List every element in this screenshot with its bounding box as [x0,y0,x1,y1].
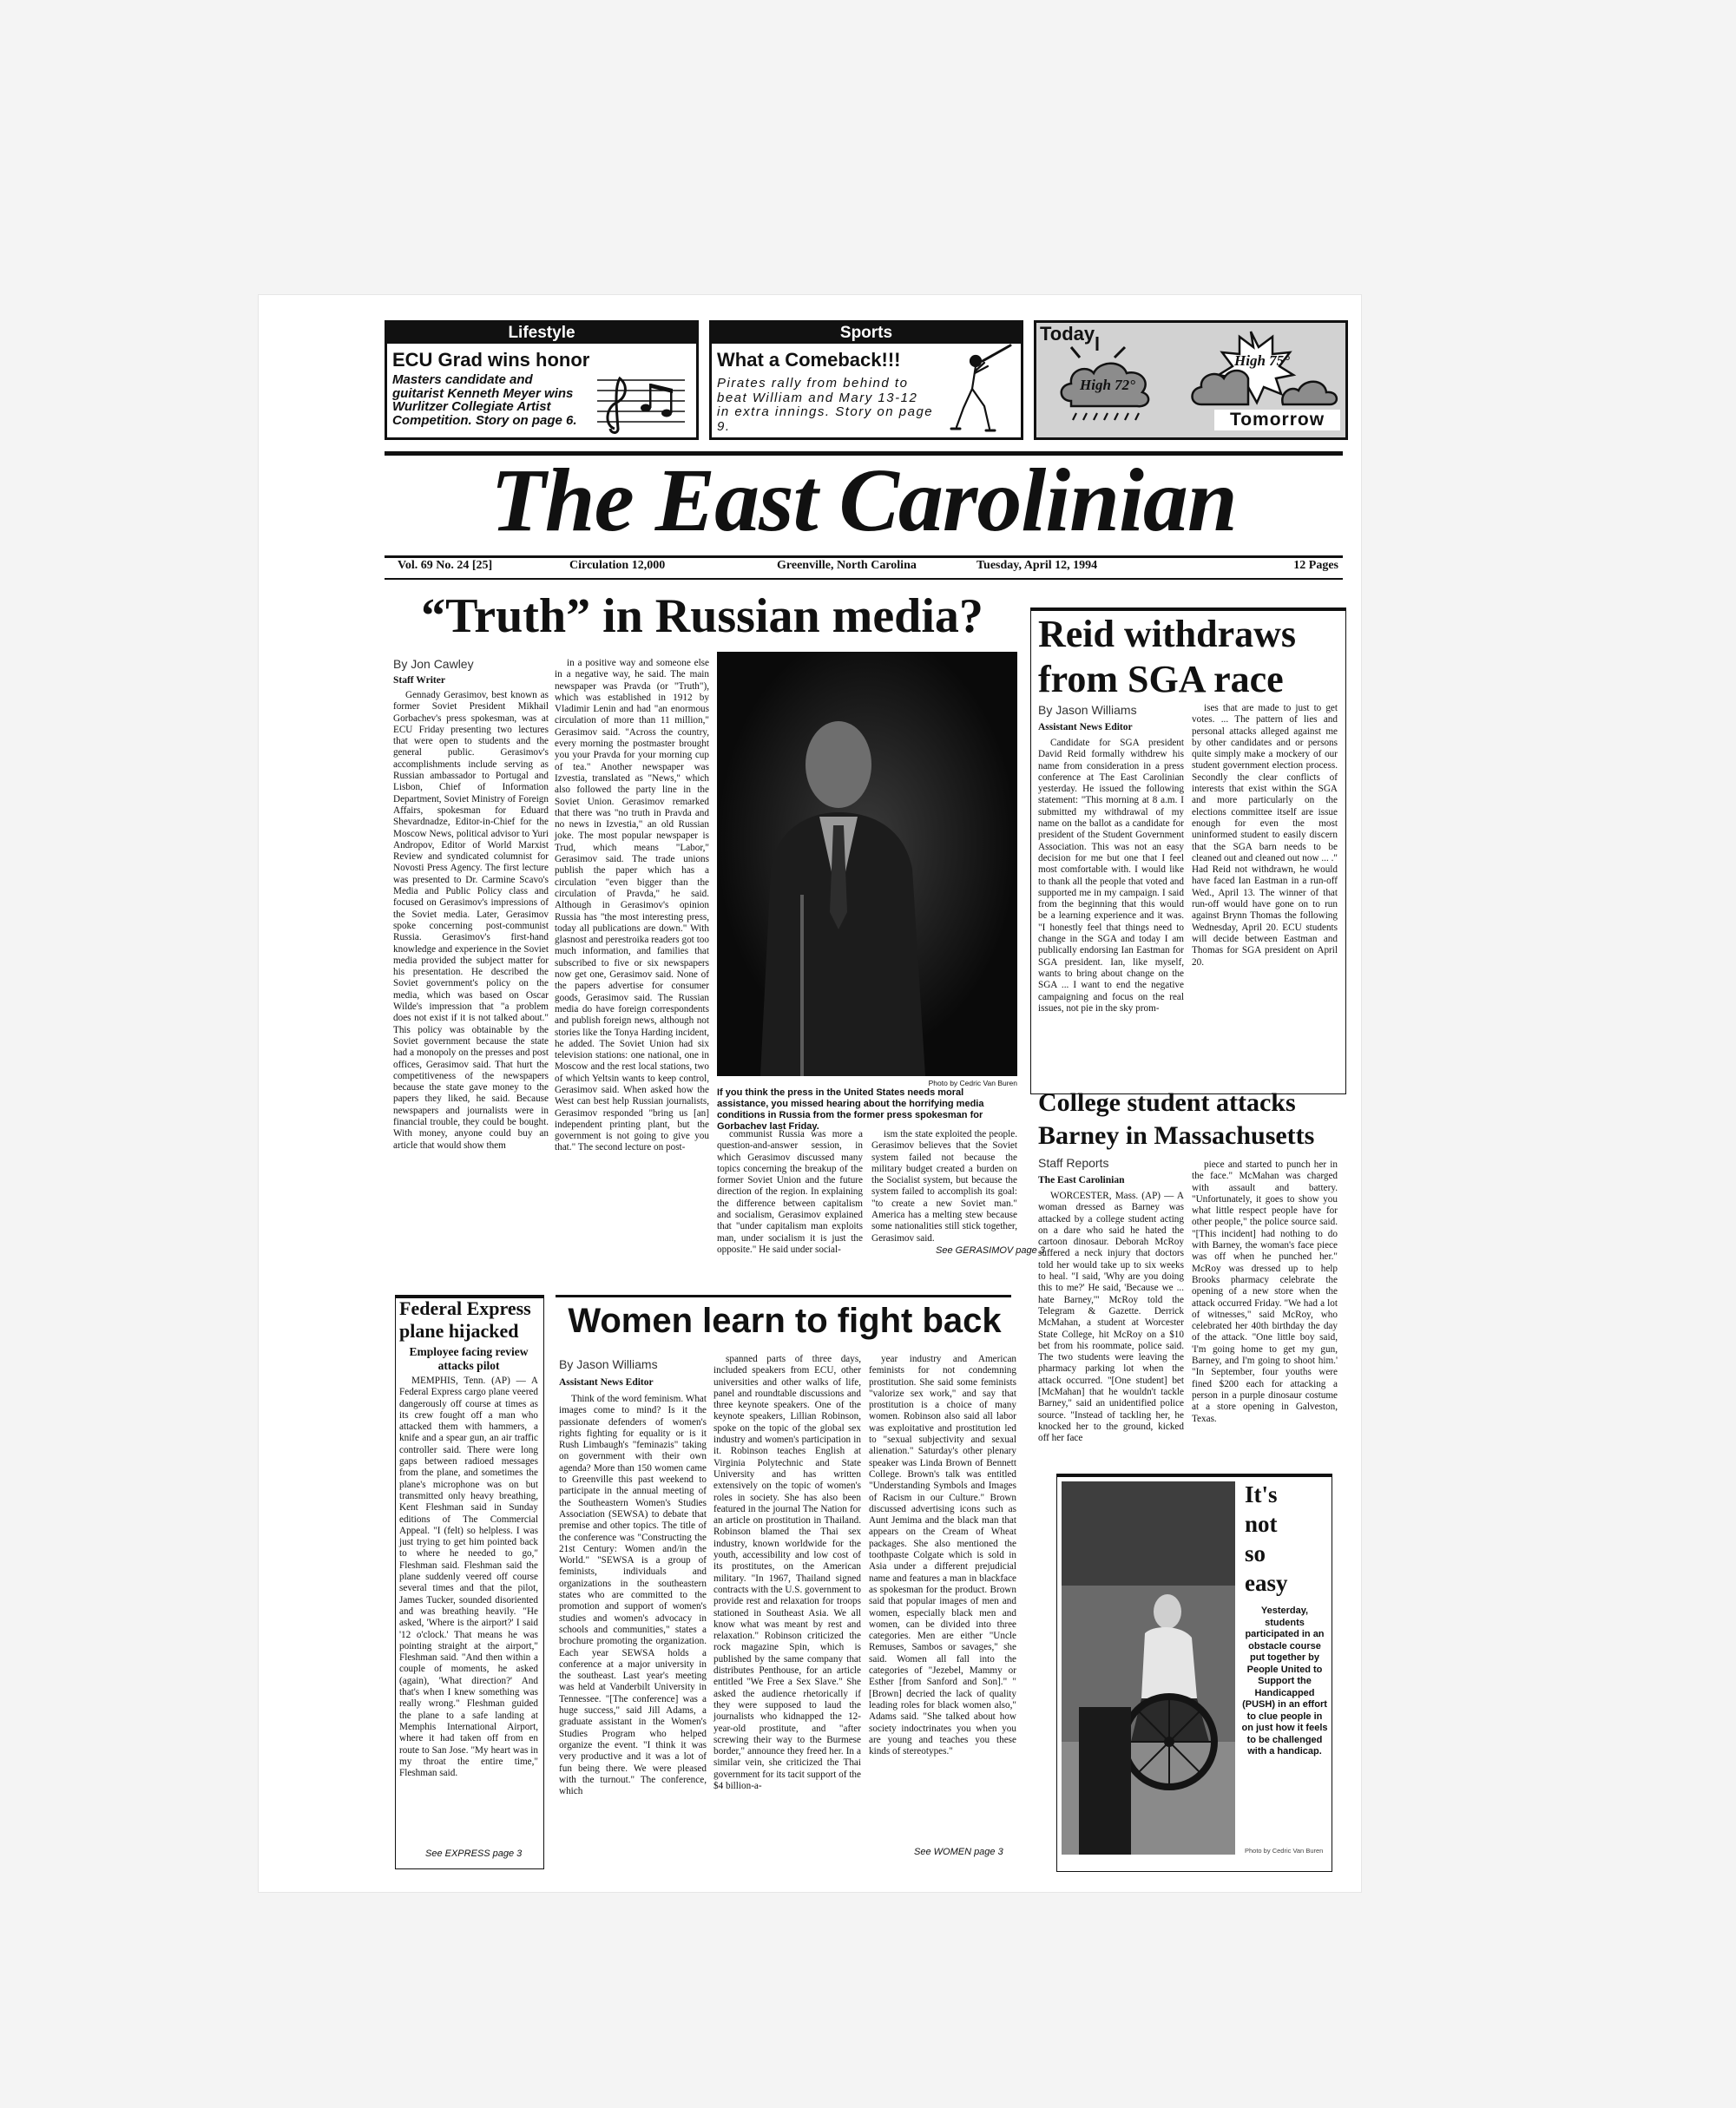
gerasimov-photo-caption: If you think the press in the United States needs moral assistance, you missed hearing about the horrifying media conditions in Russia from the former press spokesman for Gorbachev last Friday. [717,1087,984,1132]
women-jump-link[interactable]: See WOMEN page 3 [914,1847,1003,1857]
fedex-body: MEMPHIS, Tenn. (AP) — A Federal Express cargo plane veered dangerously off course at times as its crew fought off a man who attacked them with hammers, a knife and a spear gun, an air traffic controller said. There were long gaps between radioed messages from the plane, and sometimes the plane's microphone was on but transmitted only heavy breathing, Kent Fleshman said in Sunday editions of The Commercial Appeal. "I (felt) so helpless. I was just trying to get him pointed back to where he needed to go," Fleshman said. Fleshman said the plane suddenly veered off course several times and that the pilot, James Tucker, sounded disoriented and was breathing heavily. "He asked, 'Where is the airport?' I said '12 o'clock.' That means he was pointing straight at the airport," Fleshman said. "And then within a couple of moments, he asked (again), 'What direction?' And that's when I knew something was really wrong." Fleshman guided the plane to a safe landing at Memphis International Airport, where it had taken off from en route to San Jose. "My heart was in my throat the entire time," Fleshman said. [399,1376,538,1779]
info-bar-rule [385,578,1343,580]
circulation: Circulation 12,000 [569,559,666,572]
reid-column-2: ises that are made to just to get votes. ... The pattern of lies and personal attacks alleged against me by other candidates and or persons quite simply make a mockery of our student government election process. Secondly the clear conflicts of interests that exist within the SGA and more particularly on the elections committee itself are issue enough for even the most uninformed student to easily discern that the SGA barn needs to be cleaned out and cleaned out now ... ." Had Reid not withdrawn, he would have faced Ian Eastman in a run-off Wed., April 13. The winner of that run-off would have gone on to run against Brynn Thomas the following Wednesday, April 20. ECU students will decide between Eastman and Thomas for SGA president on April 20. [1192,703,1338,968]
easy-photo-credit: Photo by Cedric Van Buren [1245,1847,1324,1855]
women-column-1: Think of the word feminism. What images come to mind? Is it the passionate defenders of women's rights fighting for equality or is it Rush Limbaugh's "feminazis" taking on government with their own agenda? More than 150 women came to Greenville this past weekend to participate in the annual meeting of the Southeastern Women's Studies Association (SEWSA) to debate that premise and other topics. The title of the conference was "Constructing the 21st Century: Women and/in the World." "SEWSA is a group of feminists, individuals and organizations in the southeastern states who are committed to the promotion and support of women's studies and women's advocacy in schools and communities," states a brochure promoting the organization. Each year SEWSA holds a conference at a major university in the southeast. Last year's meeting was held at Vanderbilt University in Tennessee. "[The conference] was a huge success," said Jill Adams, a graduate assistant in the Women's Studies Program who helped organize the event. "I think it was very productive and it was a lot of fun being there. We were pleased with the turnout." The conference, which [559,1394,707,1797]
lifestyle-headline: ECU Grad wins honor [392,349,590,371]
easy-headline-line-2: not [1245,1511,1278,1537]
batter-icon [937,344,1016,435]
lead-headline[interactable]: “Truth” in Russian media? [421,589,983,643]
weather-today-high: High 72° [1080,377,1135,393]
reid-column-1: Candidate for SGA president David Reid formally withdrew his name from consideration in a press conference at The East Carolinian yesterday. He issued the following statement: "This morning at 8 a.m. I submitted my withdrawal of my name on the ballot as a candidate for president of the Student Government Association. This was not an easy decision for me but one that I feel most comfortable with. I would like to thank all the people that voted and supported me in my campaign. I said from the beginning that this would be a learning experience and it was. "I honestly feel that things need to change in the SGA and today I am publically endorsing Ian Eastman for SGA president. Ian, like myself, wants to bring about change on the SGA ... I want to end the negative campaigning and focus on the real issues, not pie in the sky prom- [1038,738,1184,1014]
masthead-info-bar [398,559,1338,576]
reid-byline: By Jason Williams [1038,703,1137,717]
lead-column-3: communist Russia was more a question-and-answer session, in which Gerasimov discussed many topics concerning the breakup of the former Soviet Union and the future direction of the region. In explaining the difference between capitalism and socialism, Gerasimov explained that "under capitalism man exploits man, under socialism it is just the opposite." He said under social- [717,1129,863,1255]
location: Greenville, North Carolina [777,559,917,572]
issue-date: Tuesday, April 12, 1994 [976,559,1098,572]
women-byline: By Jason Williams [559,1357,658,1371]
sports-teaser-card[interactable] [709,320,1023,440]
women-column-3: year industry and American feminists for not condemning prostitution. She said some feminists "valorize sex work," and say that prostitution is a choice of many women. Robinson also said all labor was exploitative and prostitution led to "sexual subjectivity and sexual alienation." Saturday's other plenary speaker was Linda Brown of Bennett College. Brown's talk was entitled "Understanding Symbols and Images of Racism in our Culture." Brown discussed advertising icons such as Aunt Jemima and the black man that appears on the Cream of Wheat packages. She also mentioned the toothpaste Colgate which is sold in Asia under a different prejudicial name and features a man in blackface as spokesman for the product. Brown said that popular images of men and women, especially black men and women, can be divided into three categories. Men are either "Uncle Remuses, Sambos or savages," she said. Women all fall into the categories of "Jezebel, Mammy or Esther [from Sanford and Son]." "[Brown] decried the lack of quality leading roles for black women also," Adams said. "She talked about how society indoctrinates you when you are young and teaches you these kinds of stereotypes." [869,1354,1016,1757]
lead-column-4: ism the state exploited the people. Gerasimov believes that the Soviet system failed not because the military budget created a burden on the Socialist system, but because the system failed to accomplish its goal: "to create a new Soviet man." America has a melting stew because some nationalities still stick together, Gerasimov said. [871,1129,1017,1244]
reid-role: Assistant News Editor [1038,722,1133,732]
page-count: 12 Pages [1293,559,1338,572]
lead-role: Staff Writer [393,675,445,686]
lead-column-2: in a positive way and someone else in a negative way, he said. The main newspaper was Pravda (or "Truth"), which was established in 1912 by Vladimir Lenin and had "an enormous circulation of more than 11 million," Gerasimov said. "Across the country, every morning the postmaster brought you your Pravda for your morning cup of tea." Another newspaper was Izvestia, translated as "News," which also followed the party line in the Soviet Union. Gerasimov remarked that there was "no truth in Pravda and no news in Izvestia," an old Russian joke. The most popular newspaper is Trud, which means "Labor," Gerasimov said. The trade unions publish the paper which has a circulation "even bigger than the circulation of Pravda," he said. Although in Gerasimov's opinion Russia has "the most interesting press, today all publications are down." With glasnost and perestroika readers got too much information, and families that subscribed to five or six newspapers now get one, Gerasimov said. None of the papers advertise for consumer goods, Gerasimov said. The Russian media do have foreign correspondents and publish foreign news, although not stories like the Tonya Harding incident, he added. The Soviet Union had six television stations: one national, one in Moscow and the rest local stations, two of which Yeltsin wants to keep control, Gerasimov said. When asked how the West can best help Russian journalists, Gerasimov responded "bring us [an] independent printing plant, but the government is not going to give you that." The second lecture on post- [555,658,709,1153]
barney-byline: Staff Reports [1038,1156,1109,1170]
lead-byline: By Jon Cawley [393,657,474,671]
volume-number: Vol. 69 No. 24 [25] [398,559,493,572]
women-top-rule [556,1295,1011,1297]
lead-column-1: Gennady Gerasimov, best known as former Soviet President Mikhail Gorbachev's press spokesman, was at ECU Friday presenting two lectures that were open to students and the general public. Gerasimov's accomplishments include serving as Russian ambassador to Portugal and Lisbon, Chief of Information Department, Soviet Ministry of Foreign Affairs, spokesman for Eduard Shevardnadze, Editor-in-Chief for the Moscow News, political advisor to Yuri Andropov, Editor of World Marxist Review and syndicated columnist for Novosti Press Agency. The first lecture was presented to Dr. Carmine Scavo's Media and Public Policy class and focused on Gerasimov's impressions of the Soviet media. Later, Gerasimov spoke concerning post-communist Russia. Gerasimov's first-hand knowledge and experience in the Soviet media provided the subject matter for his presentation. He described the Soviet government's policy on the media, which was based on Oscar Wilde's impression that "a problem does not exist if it is not talked about." This policy was obtainable by the Soviet government because the state had a monopoly on the presses and post offices, Gerasimov said. That hurt the competitiveness of the newspapers because the state gave money to the papers they liked, he said. Because newspapers and journalists were in financial trouble, they could be bought. With money, anyone could buy an article that would show them [393,690,549,1151]
sun-cloud-icon [1186,328,1342,411]
lifestyle-section-label: Lifestyle [387,323,696,344]
reid-headline[interactable]: Reid withdraws from SGA race [1038,613,1297,700]
barney-role: The East Carolinian [1038,1175,1125,1185]
lifestyle-summary: Masters candidate and guitarist Kenneth Meyer wins Wurlitzer Collegiate Artist Competition. Story on page 6. [392,372,577,428]
lifestyle-teaser-card[interactable] [385,320,699,440]
sports-summary: Pirates rally from behind to beat William and Mary 13-12 in extra innings. Story on page 9. [717,376,934,434]
women-column-2: spanned parts of three days, included speakers from ECU, other universities and other walks of life, panel and roundtable discussions and three keynote speakers. One of the keynote speakers, Lillian Robinson, spoke on the topic of the global sex industry and women's participation in it. Robinson teaches English at Virginia Polytechnic and State University and has written extensively on the topic of women's roles in society. She has also been featured in the journal The Nation for an article on prostitution in Thailand. Robinson blamed the Thai sex industry, known worldwide for the youth, accessibility and low cost of its prostitutes, on the American military. "In 1967, Thailand signed contracts with the U.S. government to provide rest and relaxation for troops stationed in Southeast Asia. We all know what was meant by rest and relaxation." Robinson criticized the rock magazine Spin, which is published by the same company that distributes Penthouse, for an article entitled "We Free a Sex Slave." She asked the audience rhetorically if they were supposed to laud the journalists who kidnapped the 12-year-old prostitute, and "after screwing their way to the Burmese border," announce they freed her. In a similar vein, she criticized the Thai government for its tacit support of the $4 billion-a- [713,1354,861,1791]
masthead-bottom-rule [385,555,1343,558]
weather-tomorrow-high: High 75° [1234,352,1290,369]
fedex-jump-link[interactable]: See EXPRESS page 3 [425,1849,523,1859]
gerasimov-photo-credit: Photo by Cedric Van Buren [928,1079,1017,1087]
sports-headline: What a Comeback!!! [717,349,901,371]
weather-today-label: Today [1040,323,1095,345]
front-page [259,295,1361,1892]
easy-headline-line-4: easy [1245,1570,1288,1596]
easy-headline-line-3: so [1245,1540,1266,1566]
fedex-headline[interactable]: Federal Express plane hijacked [399,1297,531,1342]
weather-tomorrow-label: Tomorrow [1214,410,1340,430]
barney-headline[interactable]: College student attacks Barney in Massachusetts [1038,1088,1315,1150]
music-notes-icon [595,364,687,434]
sports-section-label: Sports [712,323,1021,344]
easy-headline-line-1: It's [1245,1481,1278,1507]
barney-column-2: piece and started to punch her in the face." McMahan was charged with assault and battery. "Unfortunately, it goes to show you what little respect people have for other people," the police source said. "[This incident] had nothing to do with Barney, the woman's face piece was off when he punched her." McRoy was dressed up to help Brooks pharmacy celebrate the opening of a new store when the attack occurred Friday. "We had a lot of witnesses," said McRoy, who celebrated her 40th birthday the day of the attack. "One little boy said, 'I'm going home to get my gun, Barney, and I'm going to shoot him.' "In September, four youths were fined $200 each for attacking a person in a purple dinosaur costume at a store opening in Galveston, Texas. [1192,1159,1338,1424]
lead-jump-link[interactable]: See GERASIMOV page 3 [936,1245,1045,1256]
easy-caption: Yesterday, students participated in an obstacle course put together by People United to Support the Handicapped (PUSH) in an effort to clue people in on just how it feels to be challenged with a handicap. [1241,1606,1328,1757]
women-role: Assistant News Editor [559,1377,654,1388]
gerasimov-photo [717,652,1017,1076]
easy-headline[interactable] [1245,1480,1332,1598]
barney-column-1: WORCESTER, Mass. (AP) — A woman dressed as Barney was attacked by a college student acting on a dare who said he hated the cartoon dinosaur. Deborah McRoy suffered a neck injury that doctors told her would take up to six weeks to heal. "I said, 'Why are you doing this to me?' He said, 'Because we ... hate Barney,'" McRoy told the Telegram & Gazette. Derrick McMahan, a student at Worcester State College, hit McRoy on a $10 bet from his roommate, police said. The two students were leaving the pharmacy parking lot when the attack occurred. "[One student] bet [McMahan] that he wouldn't tackle Barney," said an unidentified police source. "Instead of tackling her, he knocked her to the ground, kicked off her face [1038,1191,1184,1444]
masthead-title: The East Carolinian [490,450,1237,550]
fedex-subhead: Employee facing review attacks pilot [409,1345,529,1372]
weather-box [1034,320,1348,440]
women-headline[interactable]: Women learn to fight back [568,1302,1002,1340]
obstacle-course-photo [1062,1481,1235,1855]
